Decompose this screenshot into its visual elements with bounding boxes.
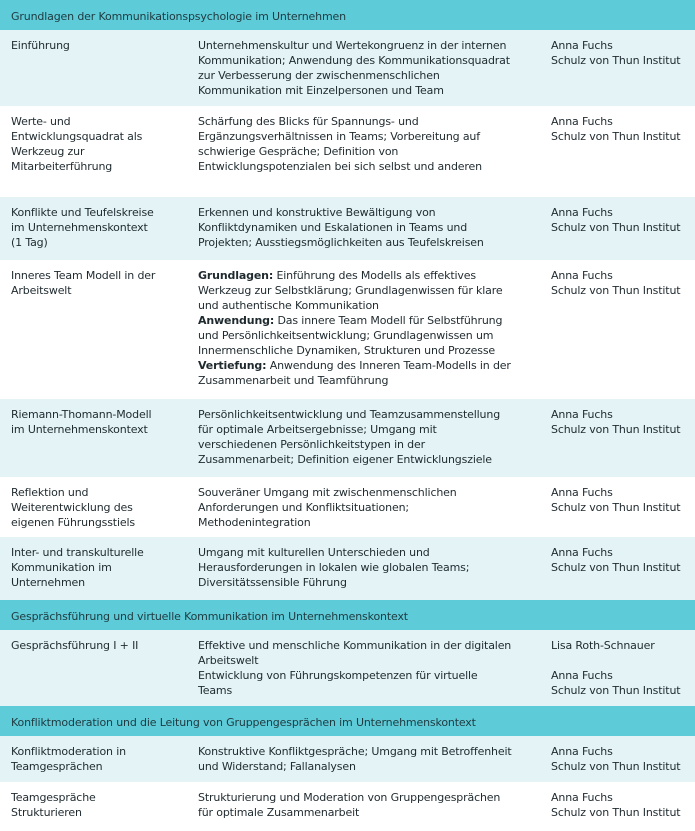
topic-cell — [11, 268, 155, 298]
description-text: Kommunikation mit Einzelpersonen und Team — [198, 84, 444, 97]
topic-cell — [11, 205, 154, 250]
description-text: und Persönlichkeitsentwicklung; Grundlagenwissen um — [198, 329, 494, 342]
description-line — [198, 485, 457, 500]
topic-line: Inter- und transkulturelle — [11, 546, 144, 559]
description-text: Werkzeug zur Selbstklärung; Grundlagenwissen für klare — [198, 284, 503, 297]
description-text: Persönlichkeitsentwicklung und Teamzusammenstellung — [198, 408, 501, 421]
topic-line: Kommunikation im — [11, 561, 112, 574]
description-line — [198, 560, 469, 575]
description-cell — [198, 545, 469, 590]
trainer-line: Schulz von Thun Institut — [551, 760, 681, 773]
description-cell — [198, 790, 500, 820]
trainer-line: Schulz von Thun Institut — [551, 423, 681, 436]
trainer-line: Anna Fuchs — [551, 546, 613, 559]
description-line — [198, 744, 512, 759]
description-text: Souveräner Umgang mit zwischenmenschlichen — [198, 486, 457, 499]
table-row — [0, 106, 695, 197]
table-row — [0, 782, 695, 831]
description-cell — [198, 268, 511, 388]
topic-line: Arbeitswelt — [11, 284, 72, 297]
topic-cell — [11, 744, 126, 774]
description-text: Unternehmenskultur und Wertekongruenz in der internen — [198, 39, 507, 52]
topic-line: Weiterentwicklung des — [11, 501, 133, 514]
description-text: Konfliktdynamiken und Eskalationen in Teams und — [198, 221, 468, 234]
description-text: Schärfung des Blicks für Spannungs- und — [198, 115, 419, 128]
description-line — [198, 343, 511, 358]
trainer-line: Anna Fuchs — [551, 486, 613, 499]
description-cell — [198, 38, 510, 98]
trainer-cell — [551, 205, 680, 235]
description-line — [198, 205, 484, 220]
trainer-line: Schulz von Thun Institut — [551, 221, 681, 234]
description-text: Entwicklungspotenzialen bei sich selbst und anderen — [198, 160, 482, 173]
description-line — [198, 805, 500, 820]
trainer-line: Schulz von Thun Institut — [551, 561, 681, 574]
description-line — [198, 159, 482, 174]
description-text: Zusammenarbeit und Teamführung — [198, 374, 389, 387]
description-text: Das innere Team Modell für Selbstführung — [274, 314, 503, 327]
topic-line: Werte- und — [11, 115, 71, 128]
trainer-line: Anna Fuchs — [551, 39, 613, 52]
description-line — [198, 422, 500, 437]
trainer-line: Schulz von Thun Institut — [551, 806, 681, 819]
description-cell — [198, 205, 484, 250]
section-title: Gesprächsführung und virtuelle Kommunikation im Unternehmenskontext — [11, 610, 408, 623]
description-text: Strukturierung und Moderation von Gruppengesprächen — [198, 791, 501, 804]
topic-cell — [11, 638, 138, 653]
description-text: Einführung des Modells als effektives — [273, 269, 476, 282]
description-line — [198, 68, 510, 83]
description-text: und authentische Kommunikation — [198, 299, 379, 312]
description-text: Konstruktive Konfliktgespräche; Umgang mit Betroffenheit — [198, 745, 512, 758]
trainer-cell — [551, 114, 680, 144]
topic-line: Reflektion und — [11, 486, 89, 499]
topic-cell — [11, 485, 135, 530]
trainer-cell — [551, 744, 680, 774]
description-text: und Widerstand; Fallanalysen — [198, 760, 356, 773]
description-line — [198, 83, 510, 98]
trainer-line: Anna Fuchs — [551, 206, 613, 219]
description-text: Anforderungen und Konfliktsituationen; — [198, 501, 409, 514]
description-line — [198, 759, 512, 774]
description-line — [198, 437, 500, 452]
description-text: Teams — [198, 684, 233, 697]
table-row — [0, 260, 695, 399]
description-line — [198, 53, 510, 68]
description-line — [198, 373, 511, 388]
description-cell — [198, 485, 457, 530]
table-row — [0, 30, 695, 106]
table-row — [0, 477, 695, 537]
table-row — [0, 630, 695, 706]
description-text: Diversitätssensible Führung — [198, 576, 347, 589]
topic-line: Werkzeug zur — [11, 145, 85, 158]
trainer-spacer — [551, 653, 680, 668]
topic-cell — [11, 38, 70, 53]
section-header — [0, 600, 695, 630]
topic-line: im Unternehmenskontext — [11, 221, 148, 234]
topic-line: Gesprächsführung I + II — [11, 639, 139, 652]
description-cell — [198, 638, 511, 698]
trainer-line: Anna Fuchs — [551, 669, 613, 682]
topic-line: Riemann-Thomann-Modell — [11, 408, 152, 421]
description-line — [198, 452, 500, 467]
description-text: verschiedenen Persönlichkeitstypen in der — [198, 438, 425, 451]
description-line — [198, 235, 484, 250]
topic-cell — [11, 407, 151, 437]
topic-line: Teamgespräche — [11, 791, 96, 804]
topic-line: Inneres Team Modell in der — [11, 269, 156, 282]
description-text: Methodenintegration — [198, 516, 311, 529]
description-cell — [198, 407, 500, 467]
description-line — [198, 575, 469, 590]
description-text: Ergänzungsverhältnissen in Teams; Vorbereitung auf — [198, 130, 480, 143]
section-title: Grundlagen der Kommunikationspsychologie im Unternehmen — [11, 10, 346, 23]
description-line — [198, 283, 511, 298]
trainer-cell — [551, 268, 680, 298]
trainer-cell — [551, 545, 680, 575]
topic-line: Unternehmen — [11, 576, 85, 589]
description-text: Anwendung des Inneren Team-Modells in der — [266, 359, 511, 372]
section-title: Konfliktmoderation und die Leitung von Gruppengesprächen im Unternehmenskontext — [11, 716, 476, 729]
description-line — [198, 114, 482, 129]
description-line — [198, 790, 500, 805]
description-line — [198, 515, 457, 530]
topic-cell — [11, 545, 144, 590]
description-text: zur Verbesserung der zwischenmenschlichen — [198, 69, 440, 82]
description-line — [198, 668, 511, 683]
trainer-line: Schulz von Thun Institut — [551, 130, 681, 143]
description-line — [198, 653, 511, 668]
topic-line: Mitarbeiterführung — [11, 160, 113, 173]
topic-cell — [11, 790, 96, 820]
section-header — [0, 0, 695, 30]
description-line — [198, 220, 484, 235]
description-line — [198, 144, 482, 159]
description-line — [198, 683, 511, 698]
description-text: Umgang mit kulturellen Unterschieden und — [198, 546, 430, 559]
description-text: Erkennen und konstruktive Bewältigung von — [198, 206, 436, 219]
description-line — [198, 313, 511, 328]
trainer-cell — [551, 38, 680, 68]
trainer-line: Schulz von Thun Institut — [551, 684, 681, 697]
description-cell — [198, 744, 512, 774]
trainer-line: Schulz von Thun Institut — [551, 54, 681, 67]
description-line — [198, 500, 457, 515]
description-cell — [198, 114, 482, 174]
topic-line: Strukturieren — [11, 806, 82, 819]
topic-line: Einführung — [11, 39, 70, 52]
trainer-line: Lisa Roth-Schnauer — [551, 639, 655, 652]
description-line — [198, 268, 511, 283]
trainer-line: Schulz von Thun Institut — [551, 284, 681, 297]
topic-line: Entwicklungsquadrat als — [11, 130, 143, 143]
topic-line: (1 Tag) — [11, 236, 48, 249]
description-text: schwierige Gespräche; Definition von — [198, 145, 399, 158]
description-line — [198, 38, 510, 53]
description-text: Effektive und menschliche Kommunikation in der digitalen — [198, 639, 512, 652]
table-row — [0, 197, 695, 260]
description-label: Grundlagen: — [198, 269, 274, 282]
trainer-cell — [551, 407, 680, 437]
description-text: Kommunikation; Anwendung des Kommunikationsquadrat — [198, 54, 510, 67]
description-label: Vertiefung: — [198, 359, 267, 372]
topic-line: eigenen Führungsstiels — [11, 516, 135, 529]
trainer-cell — [551, 485, 680, 515]
description-text: Herausforderungen in lokalen wie globalen Teams; — [198, 561, 470, 574]
description-line — [198, 298, 511, 313]
trainer-line: Anna Fuchs — [551, 269, 613, 282]
description-text: Entwicklung von Führungskompetenzen für virtuelle — [198, 669, 478, 682]
description-line — [198, 638, 511, 653]
description-line — [198, 407, 500, 422]
trainer-cell — [551, 638, 680, 698]
trainer-cell — [551, 790, 680, 820]
description-line — [198, 328, 511, 343]
trainer-line: Anna Fuchs — [551, 745, 613, 758]
description-text: Arbeitswelt — [198, 654, 259, 667]
description-text: für optimale Zusammenarbeit — [198, 806, 360, 819]
description-text: Projekten; Ausstiegsmöglichkeiten aus Teufelskreisen — [198, 236, 484, 249]
table-row — [0, 399, 695, 477]
trainer-line: Anna Fuchs — [551, 408, 613, 421]
table-row — [0, 537, 695, 600]
topic-line: im Unternehmenskontext — [11, 423, 148, 436]
topic-line: Konfliktmoderation in — [11, 745, 126, 758]
description-line — [198, 129, 482, 144]
description-text: Innermenschliche Dynamiken, Strukturen und Prozesse — [198, 344, 496, 357]
topic-line: Teamgesprächen — [11, 760, 103, 773]
trainer-line: Anna Fuchs — [551, 115, 613, 128]
description-line — [198, 358, 511, 373]
trainer-line: Anna Fuchs — [551, 791, 613, 804]
section-header — [0, 706, 695, 736]
topic-line: Konflikte und Teufelskreise — [11, 206, 154, 219]
description-line — [198, 545, 469, 560]
trainer-line: Schulz von Thun Institut — [551, 501, 681, 514]
topic-cell — [11, 114, 142, 174]
table-row — [0, 736, 695, 782]
description-text: für optimale Arbeitsergebnisse; Umgang mit — [198, 423, 437, 436]
description-text: Zusammenarbeit; Definition eigener Entwicklungsziele — [198, 453, 492, 466]
description-label: Anwendung: — [198, 314, 275, 327]
